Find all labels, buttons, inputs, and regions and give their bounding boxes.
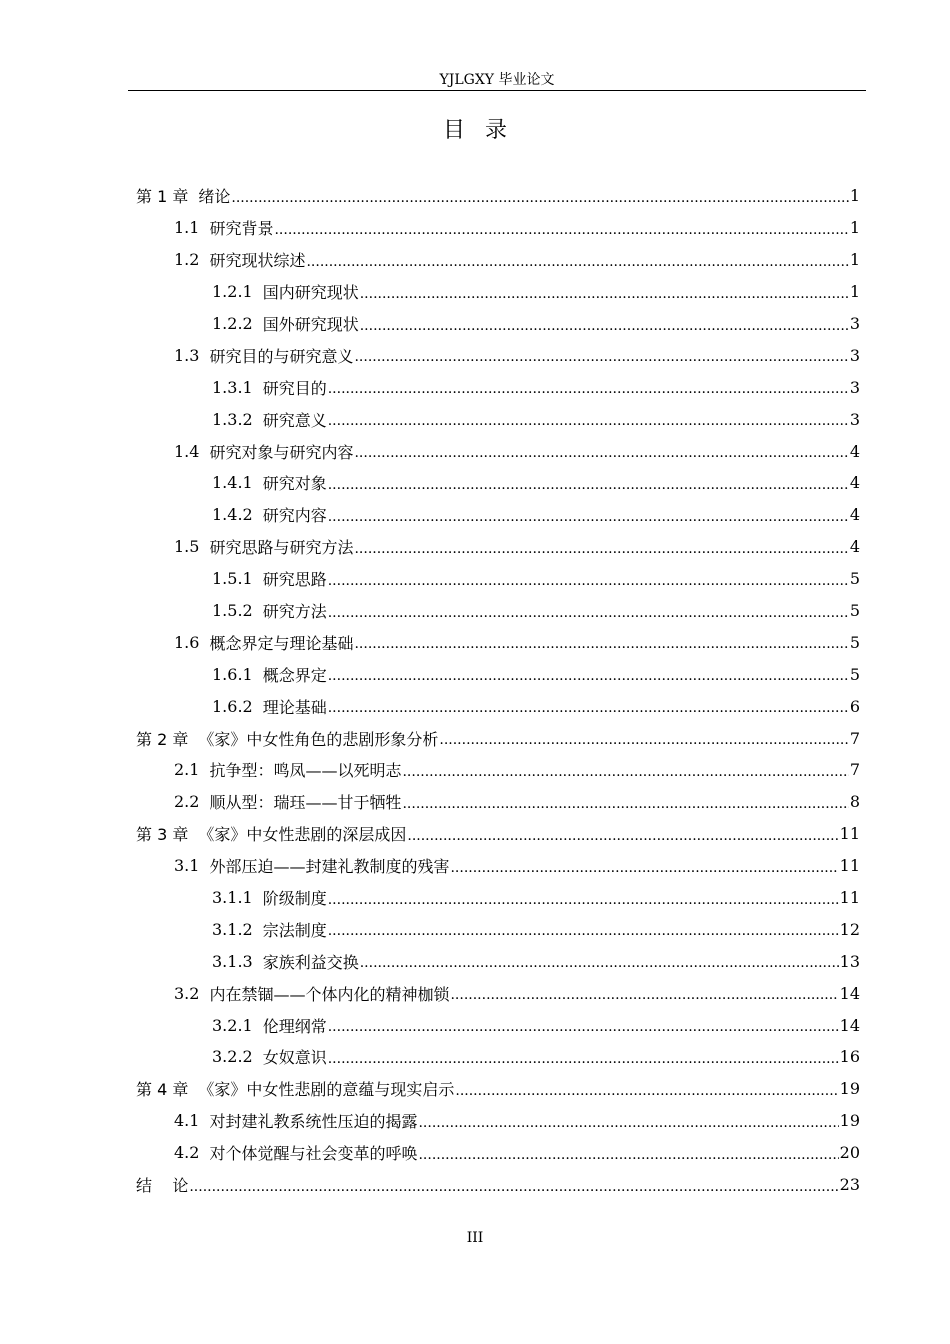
toc-entry-label: 研究目的与研究意义 xyxy=(209,346,354,366)
toc-entry-label: 对个体觉醒与社会变革的呼唤 xyxy=(209,1144,418,1164)
toc-entry[interactable] xyxy=(136,850,860,882)
toc-entry-number: 3.1.1 xyxy=(212,888,253,908)
toc-entry-label: 绪论 xyxy=(198,187,231,207)
toc-entry-label: 结 论 xyxy=(136,1176,189,1196)
toc-entry-number: 3.1.3 xyxy=(212,951,253,971)
toc-entry-page: 8 xyxy=(849,792,860,812)
toc-entry[interactable] xyxy=(136,467,860,499)
toc-entry-number: 1.3.2 xyxy=(212,409,253,429)
toc-dot-leader xyxy=(407,828,838,844)
toc-entry-page: 1 xyxy=(849,186,860,206)
toc-entry-number: 1.1 xyxy=(174,218,200,238)
toc-entry[interactable] xyxy=(136,690,860,722)
toc-dot-leader xyxy=(402,796,848,812)
toc-entry-label: 研究背景 xyxy=(209,219,274,239)
toc-entry[interactable] xyxy=(136,1137,860,1169)
toc-dot-leader xyxy=(328,477,849,493)
toc-entry-number: 1.4.1 xyxy=(212,473,253,493)
toc-entry-label: 研究现状综述 xyxy=(209,251,306,271)
toc-entry-label: 理论基础 xyxy=(262,697,327,717)
toc-entry-number: 1.2.1 xyxy=(212,282,253,302)
toc-entry-label: 研究目的 xyxy=(262,378,327,398)
toc-entry[interactable] xyxy=(136,977,860,1009)
toc-entry-number: 1.5.1 xyxy=(212,569,253,589)
toc-entry-page: 1 xyxy=(849,218,860,238)
toc-entry[interactable] xyxy=(136,1105,860,1137)
toc-entry-number: 3.2.1 xyxy=(212,1015,253,1035)
toc-entry-page: 19 xyxy=(839,1111,860,1131)
table-of-contents xyxy=(136,180,860,1201)
toc-entry-page: 13 xyxy=(839,951,860,971)
toc-entry-label: 研究内容 xyxy=(262,506,327,526)
toc-entry-label: 研究意义 xyxy=(262,410,327,430)
toc-entry-page: 23 xyxy=(839,1175,860,1195)
toc-entry-number: 1.4 xyxy=(174,441,200,461)
toc-entry-page: 16 xyxy=(839,1047,860,1067)
toc-entry[interactable] xyxy=(136,722,860,754)
toc-entry-number: 3.1 xyxy=(174,856,200,876)
toc-entry[interactable] xyxy=(136,403,860,435)
toc-dot-leader xyxy=(328,573,849,589)
toc-entry-number: 第 4 章 xyxy=(136,1080,189,1100)
toc-entry-page: 14 xyxy=(839,983,860,1003)
toc-dot-leader xyxy=(328,413,849,429)
toc-entry-label: 《家》中女性角色的悲剧形象分析 xyxy=(198,729,439,749)
toc-entry[interactable] xyxy=(136,882,860,914)
toc-entry-number: 1.3.1 xyxy=(212,377,253,397)
toc-entry-label: 概念界定与理论基础 xyxy=(209,633,354,653)
toc-entry[interactable] xyxy=(136,818,860,850)
toc-dot-leader xyxy=(189,1179,838,1195)
toc-entry-page: 3 xyxy=(849,377,860,397)
toc-entry-number: 3.1.2 xyxy=(212,919,253,939)
running-header: YJLGXY 毕业论文 xyxy=(439,72,555,88)
toc-entry-label: 家族利益交换 xyxy=(262,952,359,972)
toc-entry-number: 4.2 xyxy=(174,1143,200,1163)
toc-entry-label: 研究对象与研究内容 xyxy=(209,442,354,462)
toc-entry-page: 12 xyxy=(839,919,860,939)
toc-entry[interactable] xyxy=(136,1169,860,1201)
toc-dot-leader xyxy=(450,987,838,1003)
toc-entry-page: 1 xyxy=(849,282,860,302)
toc-entry-number: 1.3 xyxy=(174,345,200,365)
toc-entry-label: 内在禁锢——个体内化的精神枷锁 xyxy=(209,984,450,1004)
toc-entry-label: 国内研究现状 xyxy=(262,283,359,303)
toc-dot-leader xyxy=(439,732,848,748)
toc-entry[interactable] xyxy=(136,308,860,340)
toc-entry[interactable] xyxy=(136,212,860,244)
toc-dot-leader xyxy=(354,349,848,365)
toc-dot-leader xyxy=(360,286,849,302)
toc-entry-page: 3 xyxy=(849,314,860,333)
toc-entry-page: 5 xyxy=(849,632,860,652)
toc-dot-leader xyxy=(231,190,848,206)
toc-entry-number: 1.6 xyxy=(174,632,200,652)
toc-dot-leader xyxy=(328,605,849,621)
toc-entry[interactable] xyxy=(136,371,860,403)
toc-entry[interactable] xyxy=(136,945,860,977)
toc-dot-leader xyxy=(455,1083,838,1099)
toc-entry-page: 4 xyxy=(849,505,860,525)
toc-entry[interactable] xyxy=(136,1073,860,1105)
toc-entry-page: 5 xyxy=(849,569,860,589)
toc-entry[interactable] xyxy=(136,276,860,308)
toc-entry-number: 第 2 章 xyxy=(136,729,189,749)
toc-entry-label: 外部压迫——封建礼教制度的残害 xyxy=(209,857,450,877)
toc-entry-number: 3.2.2 xyxy=(212,1047,253,1067)
toc-entry-label: 研究思路与研究方法 xyxy=(209,538,354,558)
toc-dot-leader xyxy=(328,381,849,397)
toc-entry-number: 3.2 xyxy=(174,983,200,1003)
toc-dot-leader xyxy=(328,668,849,684)
toc-dot-leader xyxy=(328,892,839,908)
toc-entry-page: 5 xyxy=(849,601,860,621)
toc-dot-leader xyxy=(354,541,848,557)
toc-entry-number: 2.2 xyxy=(174,792,200,812)
toc-dot-leader xyxy=(328,1051,839,1067)
toc-entry-number: 第 1 章 xyxy=(136,187,189,207)
toc-entry[interactable] xyxy=(136,563,860,595)
toc-entry-number: 1.6.1 xyxy=(212,664,253,684)
toc-dot-leader xyxy=(328,923,839,939)
toc-dot-leader xyxy=(418,1115,838,1131)
toc-entry[interactable] xyxy=(136,244,860,276)
toc-entry[interactable] xyxy=(136,626,860,658)
toc-dot-leader xyxy=(306,254,848,270)
toc-entry[interactable] xyxy=(136,786,860,818)
toc-entry-number: 1.6.2 xyxy=(212,696,253,716)
toc-dot-leader xyxy=(328,700,849,716)
toc-entry-label: 对封建礼教系统性压迫的揭露 xyxy=(209,1112,418,1132)
toc-dot-leader xyxy=(328,509,849,525)
toc-entry-page: 6 xyxy=(849,696,860,716)
toc-dot-leader xyxy=(328,1019,839,1035)
toc-entry-page: 4 xyxy=(849,441,860,461)
toc-entry-page: 5 xyxy=(849,664,860,684)
toc-entry[interactable] xyxy=(136,658,860,690)
toc-entry-page: 4 xyxy=(849,537,860,557)
toc-entry-number: 1.4.2 xyxy=(212,505,253,525)
toc-entry-label: 《家》中女性悲剧的深层成因 xyxy=(198,825,407,845)
toc-entry-page: 11 xyxy=(839,888,860,908)
toc-entry-page: 14 xyxy=(839,1015,860,1035)
toc-entry-label: 宗法制度 xyxy=(262,920,327,940)
toc-entry[interactable] xyxy=(136,913,860,945)
toc-entry-number: 1.5.2 xyxy=(212,601,253,621)
toc-entry-label: 国外研究现状 xyxy=(262,315,359,334)
toc-dot-leader xyxy=(354,445,848,461)
toc-entry[interactable] xyxy=(136,531,860,563)
toc-dot-leader xyxy=(418,1147,838,1163)
toc-entry[interactable] xyxy=(136,339,860,371)
toc-entry-label: 研究思路 xyxy=(262,570,327,590)
toc-entry-number: 4.1 xyxy=(174,1111,200,1131)
toc-entry-page: 7 xyxy=(849,728,860,748)
toc-entry[interactable] xyxy=(136,595,860,627)
toc-entry-page: 7 xyxy=(849,760,860,780)
page-number: III xyxy=(466,1230,484,1246)
toc-entry-label: 顺从型：瑞珏——甘于牺牲 xyxy=(209,793,402,813)
toc-entry[interactable] xyxy=(136,435,860,467)
toc-entry-page: 4 xyxy=(849,473,860,493)
toc-dot-leader xyxy=(274,222,848,238)
toc-entry[interactable] xyxy=(136,1041,860,1073)
toc-entry-number: 第 3 章 xyxy=(136,825,189,845)
toc-dot-leader xyxy=(360,955,839,971)
toc-dot-leader xyxy=(360,318,849,334)
toc-entry-page: 20 xyxy=(839,1143,860,1163)
toc-entry-page: 19 xyxy=(839,1079,860,1099)
toc-entry[interactable] xyxy=(136,754,860,786)
toc-entry[interactable] xyxy=(136,1009,860,1041)
toc-title: 目录 xyxy=(442,118,527,143)
toc-dot-leader xyxy=(354,636,848,652)
toc-entry-label: 女奴意识 xyxy=(262,1048,327,1068)
toc-entry[interactable] xyxy=(136,499,860,531)
toc-entry-number: 1.2 xyxy=(174,250,200,270)
toc-entry-page: 3 xyxy=(849,345,860,365)
toc-entry-number: 1.5 xyxy=(174,537,200,557)
toc-entry-label: 概念界定 xyxy=(262,665,327,685)
toc-entry[interactable] xyxy=(136,180,860,212)
toc-dot-leader xyxy=(402,764,848,780)
toc-entry-page: 11 xyxy=(839,856,860,876)
toc-entry-number: 1.2.2 xyxy=(212,314,253,333)
toc-entry-label: 研究对象 xyxy=(262,474,327,494)
toc-entry-label: 研究方法 xyxy=(262,602,327,622)
toc-entry-page: 3 xyxy=(849,409,860,429)
toc-entry-page: 1 xyxy=(849,250,860,270)
toc-entry-label: 阶级制度 xyxy=(262,889,327,909)
toc-entry-page: 11 xyxy=(839,824,860,844)
header-rule xyxy=(128,90,866,91)
toc-dot-leader xyxy=(450,860,838,876)
toc-entry-label: 伦理纲常 xyxy=(262,1016,327,1036)
toc-entry-label: 抗争型：鸣凤——以死明志 xyxy=(209,761,402,781)
toc-entry-label: 《家》中女性悲剧的意蕴与现实启示 xyxy=(198,1080,455,1100)
toc-entry-number: 2.1 xyxy=(174,760,200,780)
